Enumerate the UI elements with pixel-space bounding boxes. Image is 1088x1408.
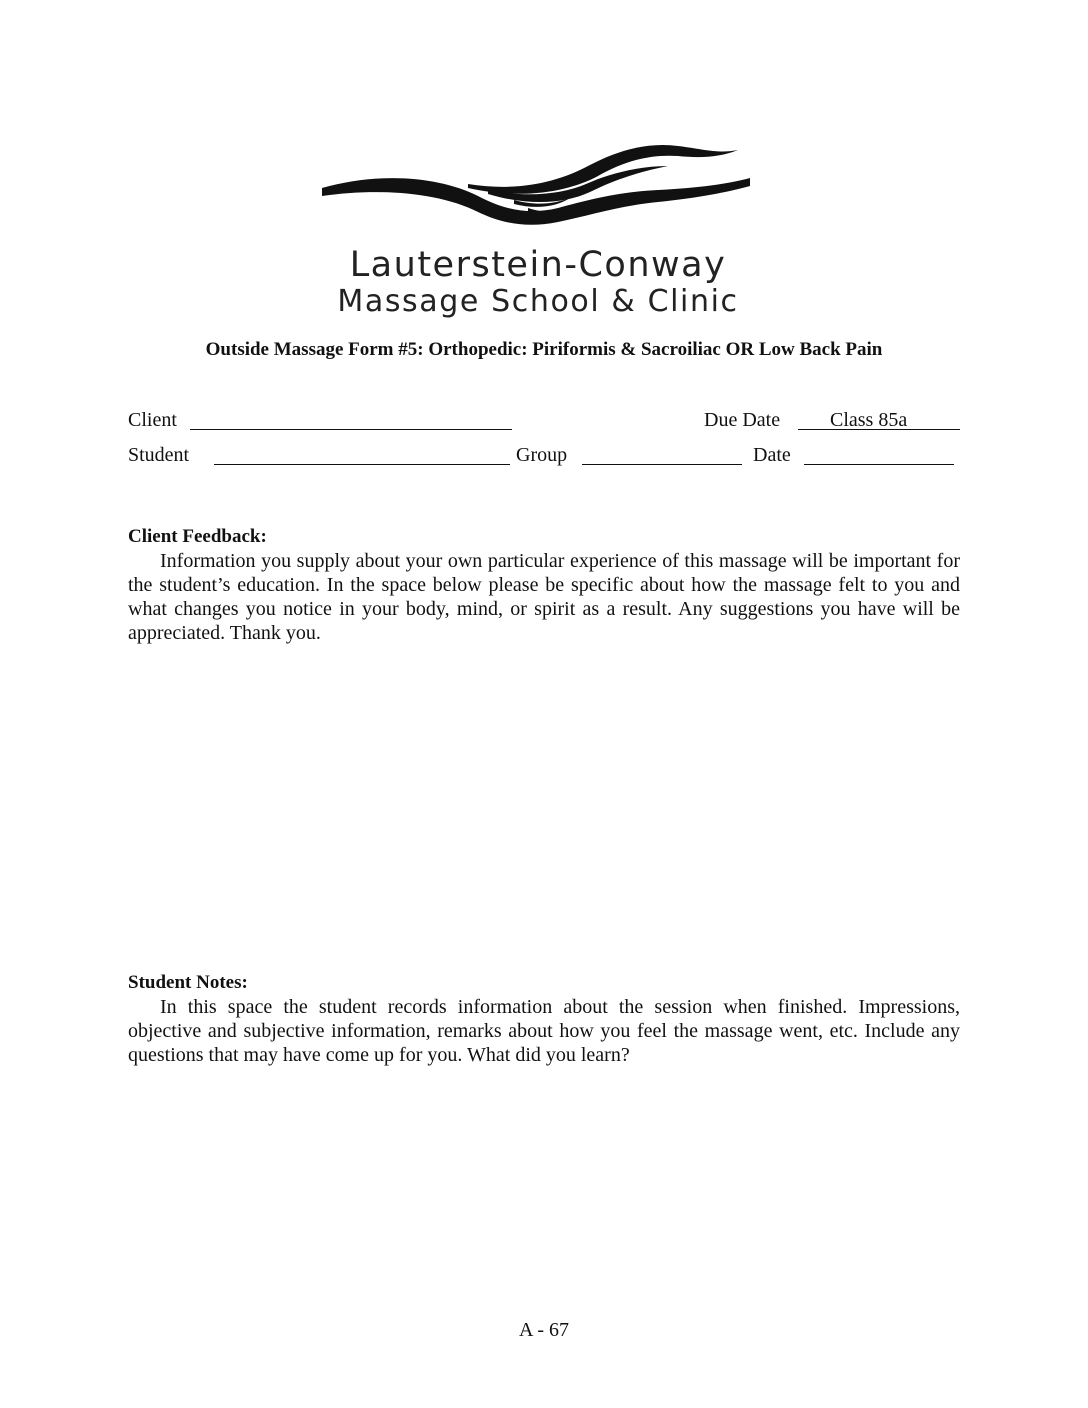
client-label: Client <box>128 409 177 431</box>
wave-logo-icon <box>318 132 758 242</box>
client-feedback-text: Information you supply about your own particular experience of this massage will be important for the student’s education. In the space below please be specific about how the massage felt to you and what changes you notice in your body, mind, or spirit as a result. Any suggestions you have will be appreciated. Thank you. <box>128 550 960 644</box>
group-field[interactable] <box>582 464 742 465</box>
client-row <box>0 408 1088 436</box>
logo-school-name: Lauterstein-Conway <box>349 245 727 285</box>
client-feedback-heading: Client Feedback: <box>128 526 267 547</box>
client-field[interactable] <box>190 429 512 430</box>
date-field[interactable] <box>804 464 954 465</box>
form-title: Outside Massage Form #5: Orthopedic: Piriformis & Sacroiliac OR Low Back Pain <box>205 339 883 360</box>
page-number: A - 67 <box>519 1319 569 1341</box>
due-date-value: Class 85a <box>830 409 908 431</box>
student-notes-heading: Student Notes: <box>128 972 248 993</box>
student-field[interactable] <box>214 464 510 465</box>
student-label: Student <box>128 444 190 466</box>
student-notes-text: In this space the student records information about the session when finished. Impressions, objective and subjective information, remarks about how you feel the massage went, etc. Include any questions that may have come up for you. What did you learn? <box>128 996 960 1066</box>
due-date-label: Due Date <box>704 409 781 431</box>
logo-school-subtitle: Massage School & Clinic <box>337 284 739 319</box>
group-label: Group <box>516 444 568 466</box>
date-label: Date <box>753 444 791 466</box>
student-row <box>0 443 1088 471</box>
school-logo <box>318 132 758 322</box>
